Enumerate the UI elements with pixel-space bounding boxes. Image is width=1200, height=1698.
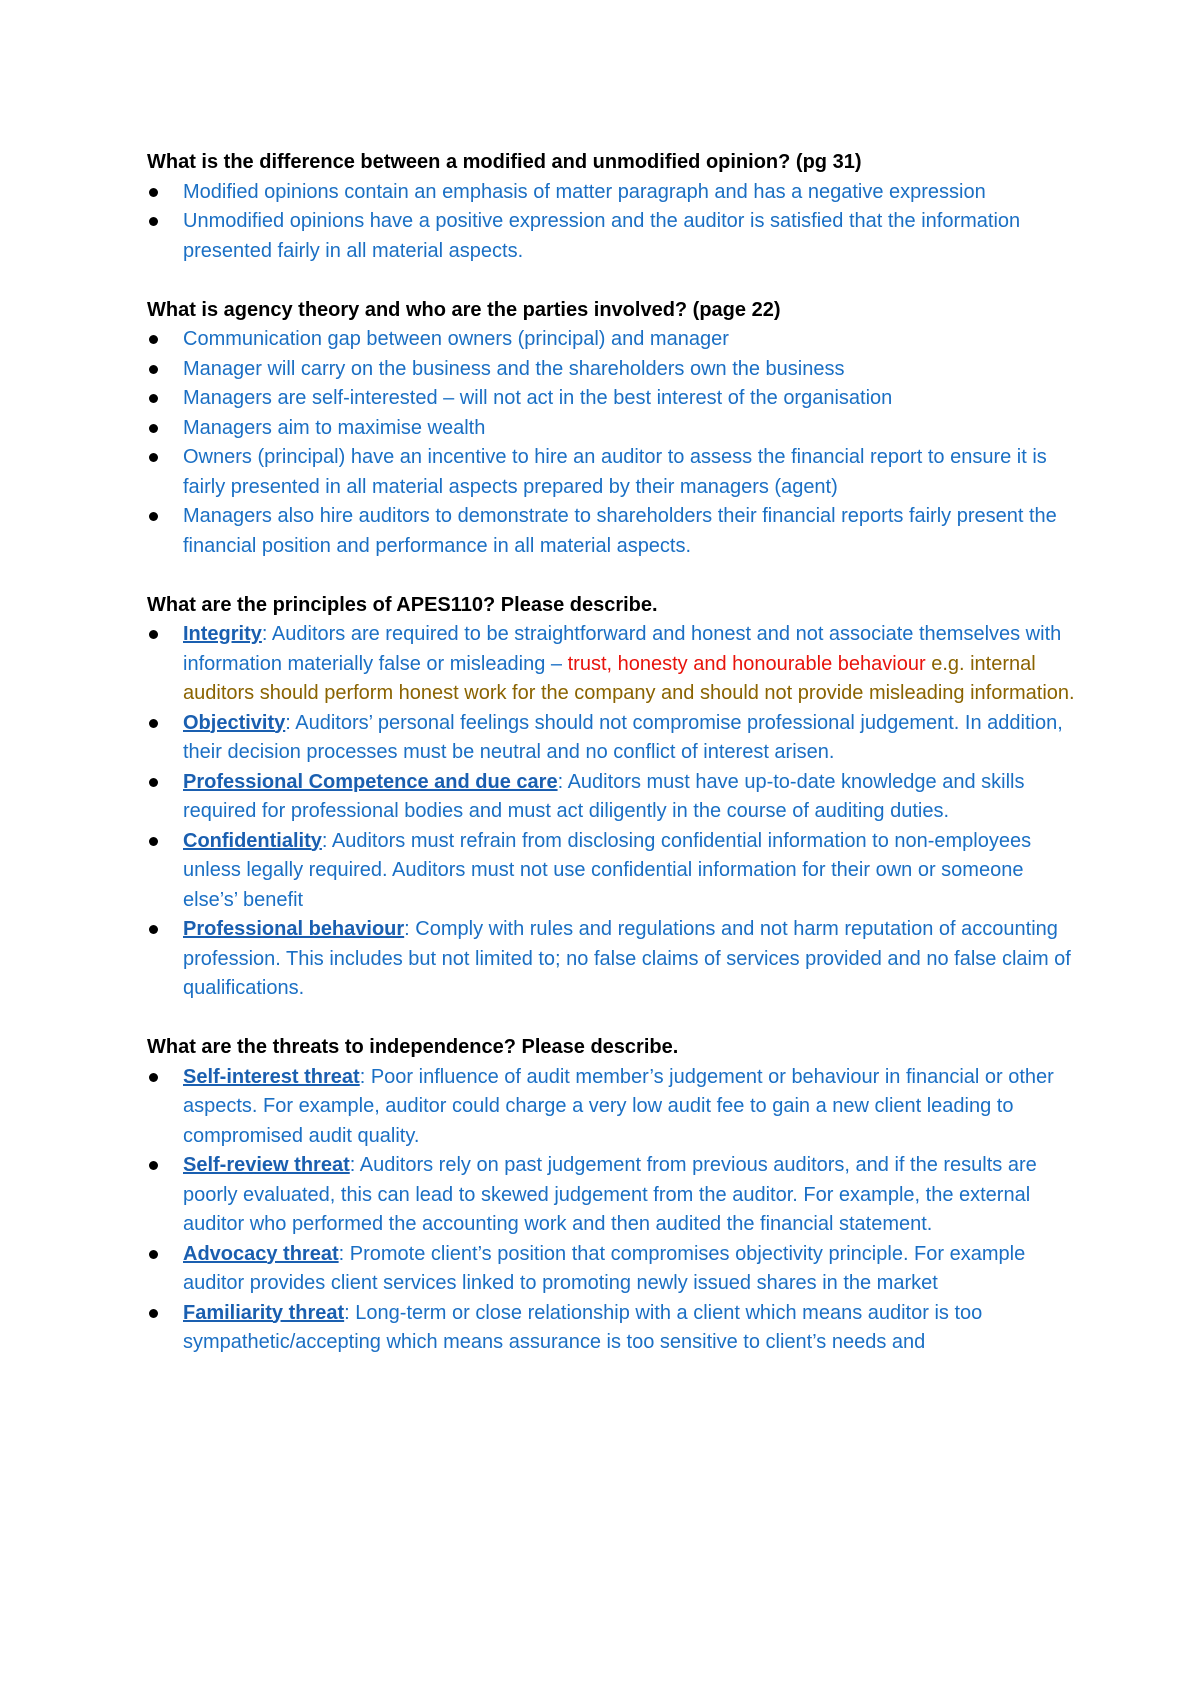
principle-term: Professional Competence and due care — [183, 770, 558, 793]
bullet-icon — [149, 925, 158, 934]
bullet-icon — [149, 1250, 158, 1259]
list-item: Objectivity: Auditors’ personal feelings should not compromise professional judgement. In addition, their decision processes must be neutral and no conflict of interest arisen. — [147, 709, 1082, 768]
list-item: Owners (principal) have an incentive to hire an auditor to assess the financial report to ensure it is fairly presented in all material aspects prepared by their managers (agent) — [147, 443, 1082, 502]
threat-term: Self-interest threat — [183, 1065, 360, 1088]
answer-list — [147, 325, 1082, 561]
bullet-icon — [149, 424, 158, 433]
bullet-icon — [149, 394, 158, 403]
bullet-icon — [149, 1073, 158, 1082]
principle-term: Confidentiality — [183, 829, 322, 852]
bullet-icon — [149, 453, 158, 462]
example-text: e.g. internal auditors should perform honest work for the company and should not provide misleading information. — [183, 652, 1075, 704]
list-item: Manager will carry on the business and the shareholders own the business — [147, 355, 1082, 385]
bullet-icon — [149, 217, 158, 226]
question-heading: What is the difference between a modified and unmodified opinion? (pg 31) — [147, 151, 862, 173]
qa-section — [147, 1033, 1082, 1358]
list-item: Advocacy threat: Promote client’s position that compromises objectivity principle. For example auditor provides client services linked to promoting newly issued shares in the market — [147, 1240, 1082, 1299]
threat-term: Advocacy threat — [183, 1242, 339, 1265]
bullet-icon — [149, 335, 158, 344]
list-item: Managers aim to maximise wealth — [147, 414, 1082, 444]
principle-term: Professional behaviour — [183, 918, 405, 940]
qa-section — [147, 148, 1082, 266]
bullet-icon — [149, 365, 158, 374]
question-heading: What are the threats to independence? Please describe. — [147, 1036, 679, 1058]
qa-section — [147, 591, 1082, 1004]
bullet-icon — [149, 837, 158, 846]
list-item: Professional Competence and due care: Auditors must have up-to-date knowledge and skills required for professional bodies and must act diligently in the course of auditing duties. — [147, 768, 1082, 827]
threat-term: Self-review threat — [183, 1154, 350, 1176]
answer-list — [147, 1063, 1082, 1358]
bullet-icon — [149, 630, 158, 639]
qa-section — [147, 296, 1082, 562]
list-item: Unmodified opinions have a positive expression and the auditor is satisfied that the information presented fairly in all material aspects. — [147, 207, 1082, 266]
bullet-icon — [149, 512, 158, 521]
highlight-text: trust, honesty and honourable behaviour — [567, 652, 926, 675]
document-page — [147, 148, 1082, 1387]
list-item: Self-interest threat: Poor influence of audit member’s judgement or behaviour in financial or other aspects. For example, auditor could charge a very low audit fee to gain a new client leading to compromised audit quality. — [147, 1063, 1082, 1152]
list-item: Modified opinions contain an emphasis of matter paragraph and has a negative expression — [147, 178, 1082, 208]
list-item: Familiarity threat: Long-term or close relationship with a client which means auditor is too sympathetic/accepting which means assurance is too sensitive to client’s needs and — [147, 1299, 1082, 1358]
threat-term: Familiarity threat — [183, 1301, 345, 1324]
list-item: Confidentiality: Auditors must refrain from disclosing confidential information to non-employees unless legally required. Auditors must not use confidential information for their own or someone else’s’ benefit — [147, 827, 1082, 916]
question-heading: What are the principles of APES110? Please describe. — [147, 593, 658, 616]
list-item: Integrity: Auditors are required to be straightforward and honest and not associate themselves with information materially false or misleading – trust, honesty and honourable behaviour e.g. internal auditors should perform honest work for the company and should not provide misleading information. — [147, 620, 1082, 709]
list-item: Managers are self-interested – will not act in the best interest of the organisation — [147, 384, 1082, 414]
list-item: Communication gap between owners (principal) and manager — [147, 325, 1082, 355]
answer-list — [147, 620, 1082, 1004]
bullet-icon — [149, 1309, 158, 1318]
principle-term: Objectivity — [183, 711, 286, 734]
bullet-icon — [149, 1161, 158, 1170]
bullet-icon — [149, 778, 158, 787]
question-heading: What is agency theory and who are the parties involved? (page 22) — [147, 298, 781, 321]
list-item: Managers also hire auditors to demonstrate to shareholders their financial reports fairly present the financial position and performance in all material aspects. — [147, 502, 1082, 561]
answer-list — [147, 178, 1082, 267]
bullet-icon — [149, 188, 158, 197]
list-item: Self-review threat: Auditors rely on past judgement from previous auditors, and if the results are poorly evaluated, this can lead to skewed judgement from the auditor. For example, the external auditor who performed the accounting work and then audited the financial statement. — [147, 1151, 1082, 1240]
list-item: Professional behaviour: Comply with rules and regulations and not harm reputation of accounting profession. This includes but not limited to; no false claims of services provided and no false claim of qualifications. — [147, 915, 1082, 1004]
bullet-icon — [149, 719, 158, 728]
principle-term: Integrity — [183, 623, 262, 645]
